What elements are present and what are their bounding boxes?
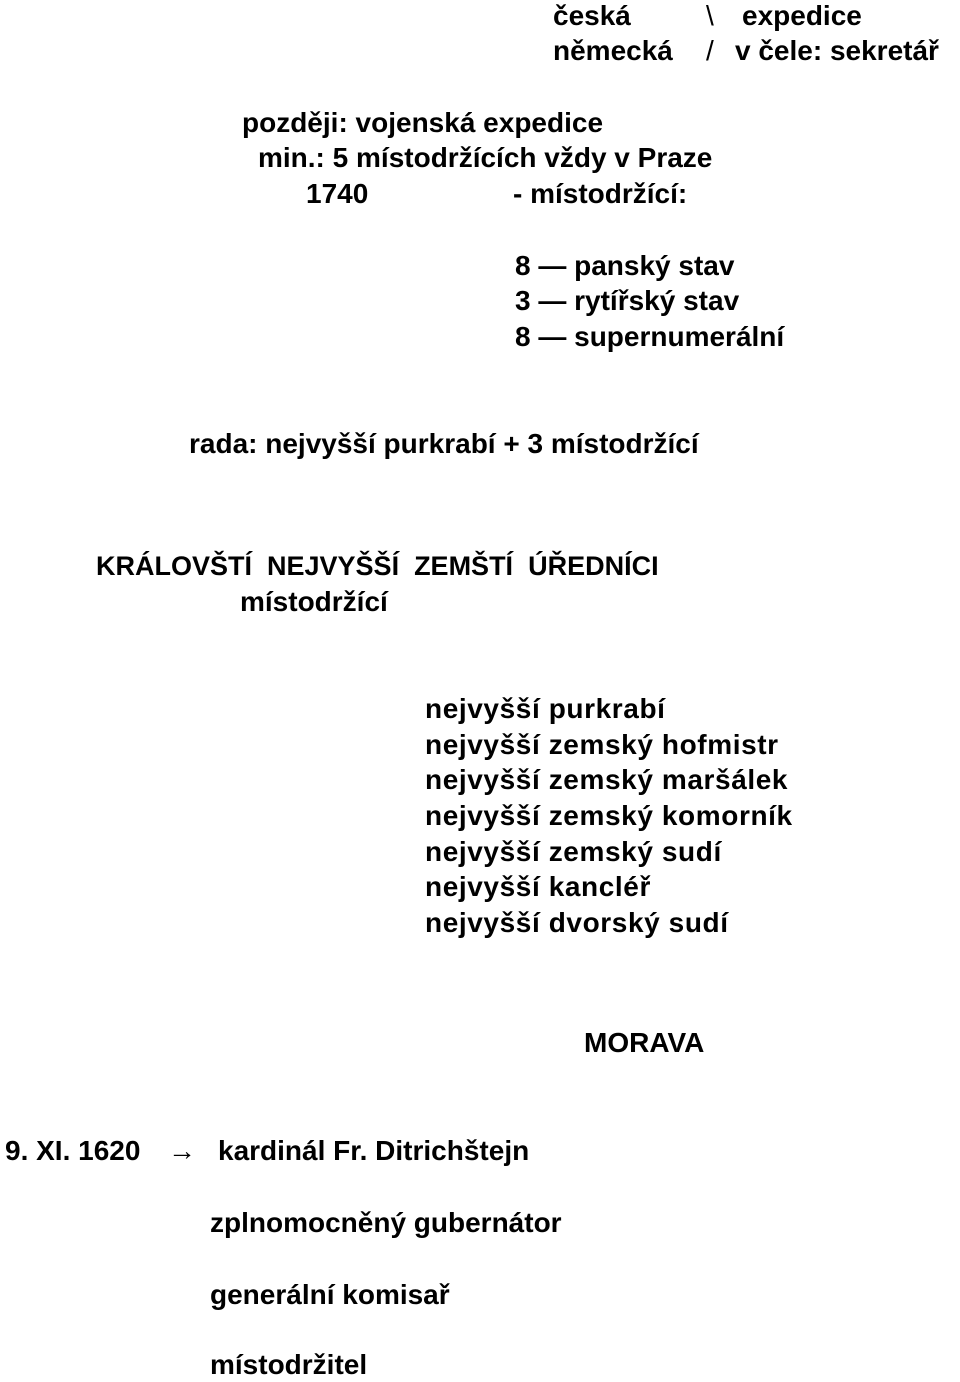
moravia-heading: MORAVA bbox=[584, 1027, 705, 1058]
moravia-person: kardinál Fr. Ditrichštejn bbox=[218, 1135, 530, 1166]
min-governors: min.: 5 místodržících vždy v Praze bbox=[258, 142, 713, 173]
council-line: rada: nejvyšší purkrabí + 3 místodržící bbox=[189, 428, 699, 459]
composition-item: 8 — supernumerální bbox=[515, 321, 785, 352]
moravia-date: 9. XI. 1620 bbox=[5, 1135, 141, 1166]
header-secretary: v čele: sekretář bbox=[735, 35, 939, 66]
header-separator-backslash: \ bbox=[706, 0, 714, 31]
moravia-title: generální komisař bbox=[210, 1279, 450, 1310]
official-item: nejvyšší dvorský sudí bbox=[425, 907, 729, 938]
header-german: německá bbox=[553, 35, 673, 66]
header-czech: česká bbox=[553, 0, 631, 31]
official-item: nejvyšší zemský hofmistr bbox=[425, 729, 779, 760]
year-note: - místodržící: bbox=[513, 178, 688, 209]
header-separator-slash: / bbox=[706, 35, 714, 66]
official-item: nejvyšší purkrabí bbox=[425, 693, 666, 724]
header-expedition: expedice bbox=[742, 0, 862, 31]
later-military-expedition: později: vojenská expedice bbox=[242, 107, 604, 138]
moravia-title: místodržitel bbox=[210, 1349, 368, 1380]
official-item: nejvyšší zemský sudí bbox=[425, 836, 722, 867]
year-1740: 1740 bbox=[306, 178, 369, 209]
arrow-right-icon: → bbox=[168, 1135, 196, 1166]
official-item: nejvyšší zemský komorník bbox=[425, 800, 793, 831]
moravia-title: zplnomocněný gubernátor bbox=[210, 1207, 562, 1238]
composition-item: 3 — rytířský stav bbox=[515, 285, 740, 316]
official-item: nejvyšší kancléř bbox=[425, 871, 651, 902]
official-item: nejvyšší zemský maršálek bbox=[425, 764, 789, 795]
officials-heading: KRÁLOVŠTÍ NEJVYŠŠÍ ZEMŠTÍ ÚŘEDNÍCI bbox=[96, 551, 659, 581]
composition-item: 8 — panský stav bbox=[515, 250, 735, 281]
officials-subheading: místodržící bbox=[240, 586, 388, 617]
